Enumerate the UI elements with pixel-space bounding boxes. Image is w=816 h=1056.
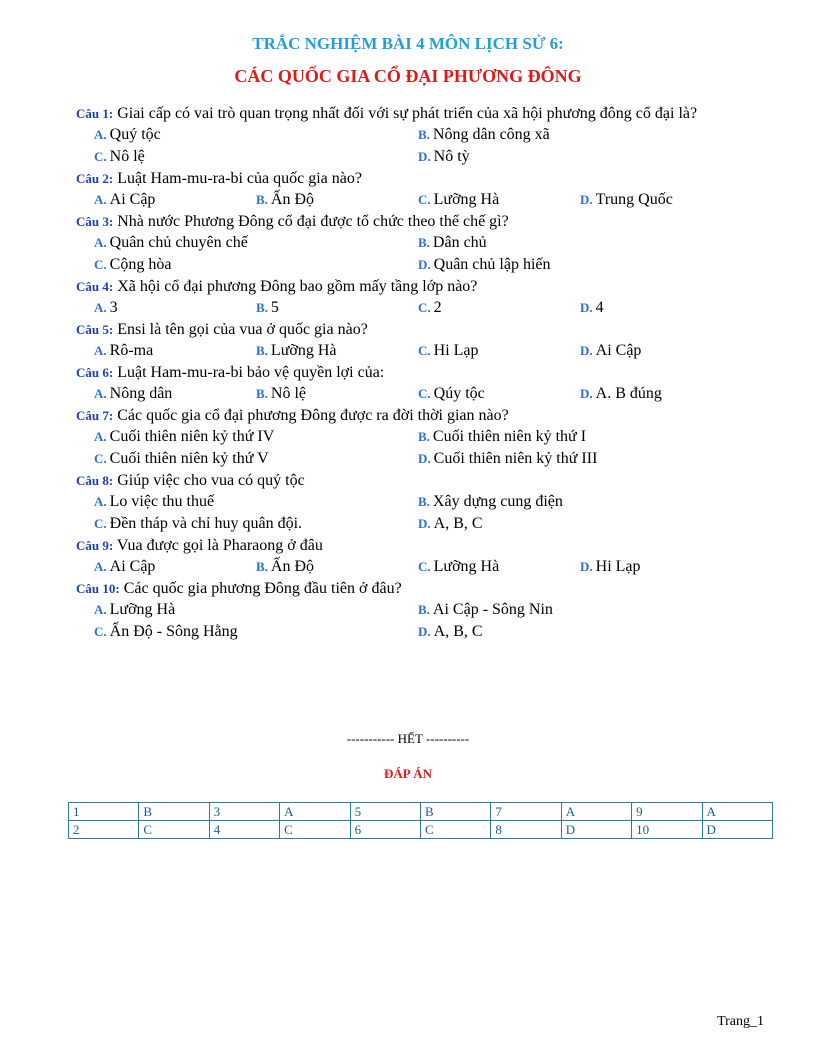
- options-row: [76, 146, 768, 168]
- table-cell: 2: [69, 821, 139, 839]
- question-6: [76, 362, 768, 383]
- table-cell: C: [139, 821, 209, 839]
- question-text: Vua được gọi là Pharaong ở đâu: [116, 537, 323, 554]
- option-d: D. Ai Cập: [580, 342, 642, 359]
- question-text: Các quốc gia phương Đông đầu tiên ở đâu?: [123, 580, 402, 597]
- option-d: D. Hi Lạp: [580, 558, 641, 575]
- option-c: C. Lưỡng Hà: [418, 558, 500, 575]
- question-text: Giúp việc cho vua có quý tộc: [117, 472, 305, 489]
- options-row: [76, 124, 768, 146]
- page-number: Trang_1: [717, 1014, 764, 1029]
- table-cell: 4: [209, 821, 279, 839]
- option-d: D. A. B đúng: [580, 385, 662, 402]
- option-c: C. Cuối thiên niên kỷ thứ V: [94, 450, 269, 467]
- options-row: [76, 383, 768, 405]
- options-row: [76, 340, 768, 362]
- table-cell: A: [702, 803, 772, 821]
- question-text: Xã hội cổ đại phương Đông bao gồm mấy tầng lớp nào?: [117, 278, 478, 295]
- question-1: [76, 103, 768, 124]
- question-text: Luật Ham-mu-ra-bi bảo vệ quyền lợi của:: [117, 364, 385, 381]
- question-text: Giai cấp có vai trò quan trọng nhất đối với sự phát triển của xã hội phương đông cổ đại là?: [117, 105, 698, 122]
- option-d: D. Cuối thiên niên kỷ thứ III: [418, 450, 598, 467]
- title-line-1: TRẮC NGHIỆM BÀI 4 MÔN LỊCH SỬ 6:: [252, 34, 564, 53]
- question-7: [76, 405, 768, 426]
- option-a: A. Cuối thiên niên kỷ thứ IV: [94, 428, 275, 445]
- table-cell: 7: [491, 803, 561, 821]
- options-row: [76, 232, 768, 254]
- option-b: B. Ấn Độ: [256, 558, 315, 575]
- title-line-2: CÁC QUỐC GIA CỔ ĐẠI PHƯƠNG ĐÔNG: [234, 66, 582, 86]
- options-row: [76, 621, 768, 643]
- question-5: [76, 319, 768, 340]
- table-cell: 8: [491, 821, 561, 839]
- question-text: Nhà nước Phương Đông cổ đại được tổ chức theo thể chế gì?: [117, 213, 509, 230]
- question-label: Câu 6:: [76, 365, 114, 380]
- question-label: Câu 5:: [76, 322, 114, 337]
- question-label: Câu 4:: [76, 279, 114, 294]
- option-a: A. Lưỡng Hà: [94, 601, 176, 618]
- option-a: A. Lo việc thu thuế: [94, 493, 215, 510]
- question-list: [76, 103, 768, 643]
- options-row: [76, 189, 768, 211]
- answer-title: ĐÁP ÁN: [383, 766, 433, 781]
- table-cell: B: [139, 803, 209, 821]
- option-d: D. Trung Quốc: [580, 191, 673, 208]
- question-label: Câu 3:: [76, 214, 114, 229]
- table-cell: C: [420, 821, 490, 839]
- question-label: Câu 9:: [76, 538, 114, 553]
- table-cell: D: [561, 821, 631, 839]
- option-b: B. Lưỡng Hà: [256, 342, 337, 359]
- question-text: Ensi là tên gọi của vua ở quốc gia nào?: [117, 321, 368, 338]
- option-c: C. Ấn Độ - Sông Hằng: [94, 623, 238, 640]
- options-row: [76, 599, 768, 621]
- option-b: B. Ấn Độ: [256, 191, 315, 208]
- table-cell: C: [280, 821, 350, 839]
- answer-table: [68, 802, 773, 839]
- option-a: A. Quân chủ chuyên chế: [94, 234, 248, 251]
- options-row: [76, 254, 768, 276]
- question-text: Các quốc gia cổ đại phương Đông được ra đời thời gian nào?: [117, 407, 509, 424]
- table-cell: 3: [209, 803, 279, 821]
- table-row: [69, 803, 773, 821]
- table-cell: B: [420, 803, 490, 821]
- options-row: [76, 556, 768, 578]
- question-3: [76, 211, 768, 232]
- table-cell: 5: [350, 803, 420, 821]
- option-c: C. 2: [418, 299, 442, 316]
- option-d: D. A, B, C: [418, 623, 483, 640]
- option-b: B. Xây dựng cung điện: [418, 493, 563, 510]
- option-c: C. Hi Lạp: [418, 342, 479, 359]
- question-10: [76, 578, 768, 599]
- question-label: Câu 1:: [76, 106, 114, 121]
- options-row: [76, 491, 768, 513]
- question-label: Câu 8:: [76, 473, 114, 488]
- question-text: Luật Ham-mu-ra-bi của quốc gia nào?: [117, 170, 362, 187]
- option-b: B. Dân chủ: [418, 234, 487, 251]
- option-c: C. Lưỡng Hà: [418, 191, 500, 208]
- option-a: A. Ai Cập: [94, 558, 156, 575]
- question-9: [76, 535, 768, 556]
- options-row: [76, 426, 768, 448]
- option-b: B. Cuối thiên niên kỷ thứ I: [418, 428, 587, 445]
- option-a: A. 3: [94, 299, 118, 316]
- question-4: [76, 276, 768, 297]
- option-b: B. 5: [256, 299, 279, 316]
- question-8: [76, 470, 768, 491]
- option-a: A. Quý tộc: [94, 126, 161, 143]
- table-cell: 9: [632, 803, 702, 821]
- option-c: C. Qúy tộc: [418, 385, 485, 402]
- options-row: [76, 513, 768, 535]
- table-cell: A: [561, 803, 631, 821]
- option-b: B. Ai Cập - Sông Nin: [418, 601, 553, 618]
- table-cell: 1: [69, 803, 139, 821]
- option-a: A. Ai Cập: [94, 191, 156, 208]
- question-2: [76, 168, 768, 189]
- option-a: A. Nông dân: [94, 385, 173, 402]
- options-row: [76, 297, 768, 319]
- table-cell: 10: [632, 821, 702, 839]
- table-cell: D: [702, 821, 772, 839]
- option-c: C. Nô lệ: [94, 148, 145, 165]
- option-d: D. 4: [580, 299, 604, 316]
- option-d: D. A, B, C: [418, 515, 483, 532]
- question-label: Câu 2:: [76, 171, 114, 186]
- option-d: D. Quân chủ lập hiến: [418, 256, 551, 273]
- option-d: D. Nô tỳ: [418, 148, 470, 165]
- option-c: C. Đền tháp và chỉ huy quân đội.: [94, 515, 303, 532]
- options-row: [76, 448, 768, 470]
- table-cell: A: [280, 803, 350, 821]
- option-a: A. Rô-ma: [94, 342, 154, 359]
- question-label: Câu 10:: [76, 581, 120, 596]
- table-row: [69, 821, 773, 839]
- end-marker: ----------- HẾT ----------: [346, 731, 470, 746]
- table-cell: 6: [350, 821, 420, 839]
- option-c: C. Cộng hòa: [94, 256, 172, 273]
- option-b: B. Nô lệ: [256, 385, 307, 402]
- question-label: Câu 7:: [76, 408, 114, 423]
- option-b: B. Nông dân công xã: [418, 126, 550, 143]
